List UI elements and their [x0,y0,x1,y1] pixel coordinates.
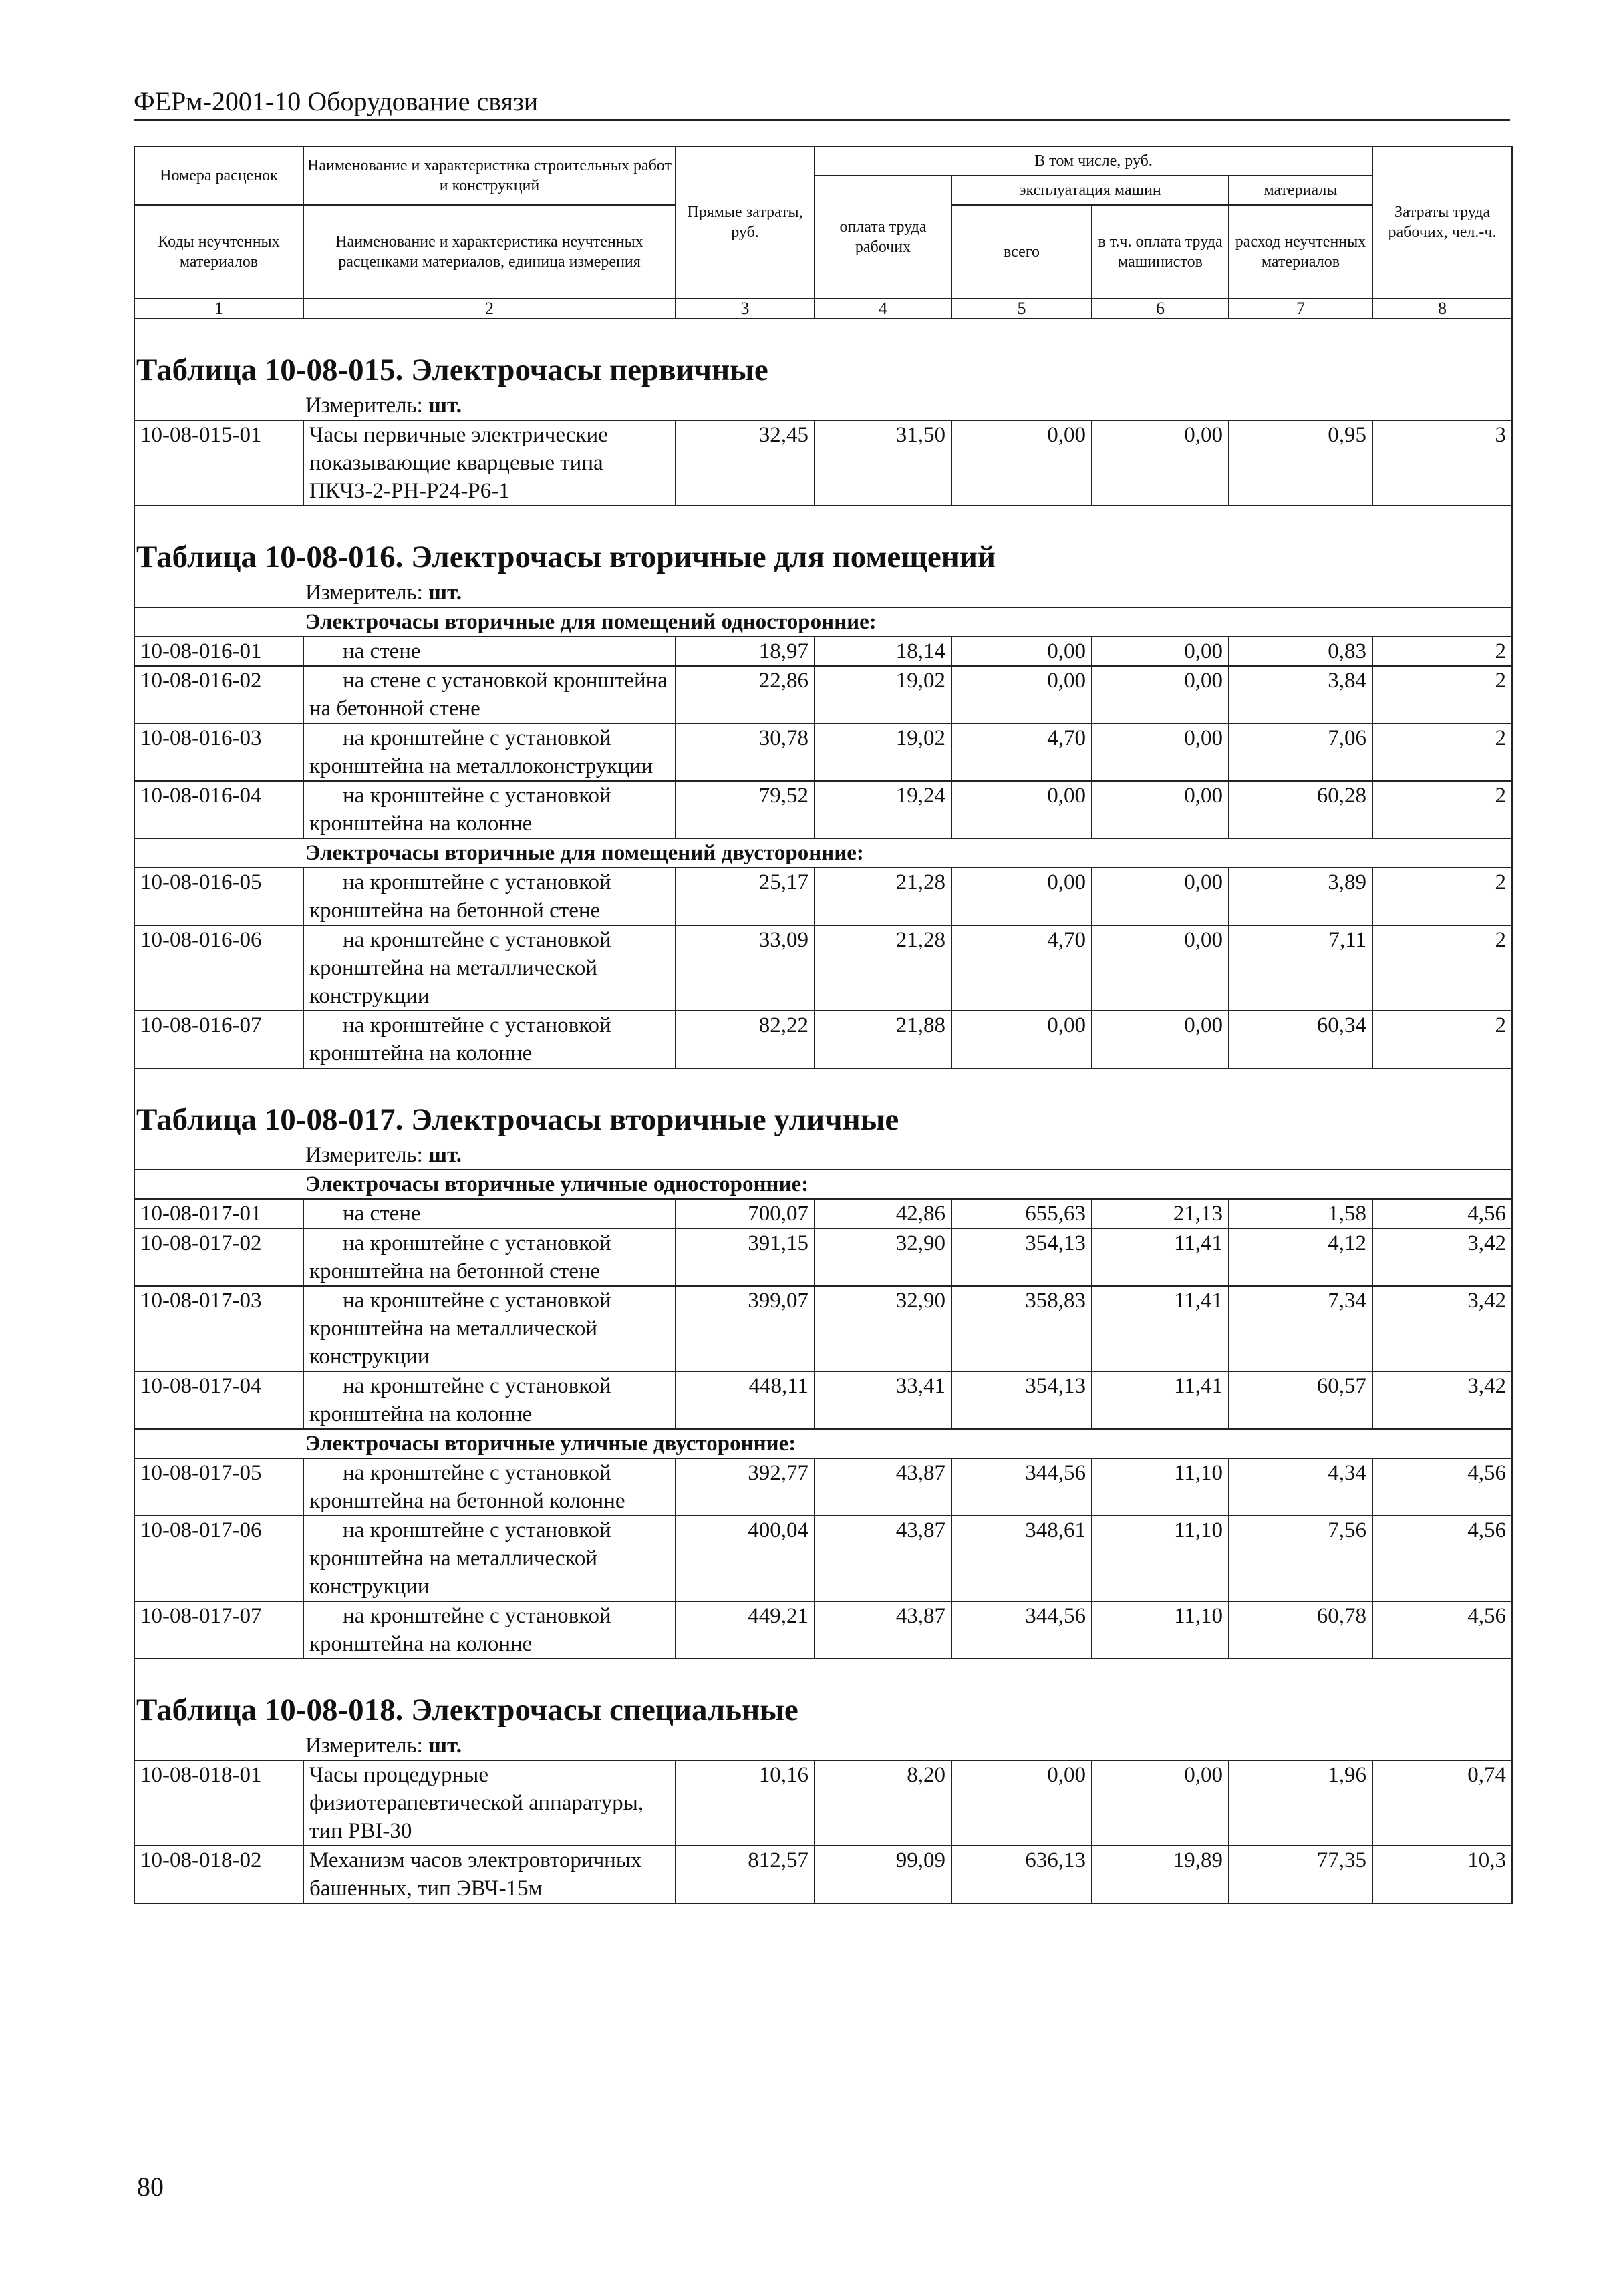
rate-name: на стене [303,637,676,666]
rate-name: на кронштейне с установкой кронштейна на колонне [303,781,676,838]
direct-costs: 33,09 [676,925,815,1011]
subgroup-title: Электрочасы вторичные для помещений односторонние: [134,607,1512,637]
rate-code: 10-08-016-01 [134,637,303,666]
operator-pay: 21,13 [1092,1199,1229,1228]
col-header-machines: эксплуатация машин [951,176,1229,205]
machines-total: 636,13 [951,1846,1092,1903]
page-header: ФЕРм-2001-10 Оборудование связи [134,86,1510,121]
col-header-material-use: расход неучтенных материалов [1229,205,1372,299]
machines-total: 4,70 [951,723,1092,781]
rate-name: на кронштейне с установкой кронштейна на металлической конструкции [303,925,676,1011]
materials: 1,96 [1229,1760,1372,1846]
table-row [134,781,1512,838]
column-number: 7 [1229,299,1372,319]
direct-costs: 22,86 [676,666,815,723]
subgroup-title: Электрочасы вторичные для помещений двусторонние: [134,838,1512,868]
subgroup-row [134,607,1512,637]
table-row [134,925,1512,1011]
rate-code: 10-08-018-02 [134,1846,303,1903]
labor-hours: 4,56 [1372,1601,1512,1659]
machines-total: 0,00 [951,868,1092,925]
machines-total: 348,61 [951,1516,1092,1601]
materials: 7,56 [1229,1516,1372,1601]
operator-pay: 0,00 [1092,781,1229,838]
col-header-name: Наименование и характеристика строительных работ и конструкций [303,146,676,205]
materials: 60,57 [1229,1371,1372,1429]
materials: 7,11 [1229,925,1372,1011]
rate-code: 10-08-017-03 [134,1286,303,1371]
rate-name: на кронштейне с установкой кронштейна на металлоконструкции [303,723,676,781]
table-row [134,1516,1512,1601]
table-title-row [134,1659,1512,1732]
unit-of-measure: Измеритель: шт. [134,391,1512,420]
labor-hours: 3,42 [1372,1286,1512,1371]
direct-costs: 25,17 [676,868,815,925]
column-number: 4 [815,299,951,319]
rate-name: на кронштейне с установкой кронштейна на металлической конструкции [303,1516,676,1601]
machines-total: 344,56 [951,1458,1092,1516]
worker-pay: 19,02 [815,666,951,723]
table-title-row [134,506,1512,579]
subgroup-title: Электрочасы вторичные уличные двусторонние: [134,1429,1512,1458]
direct-costs: 700,07 [676,1199,815,1228]
col-header-labor: Затраты труда рабочих, чел.-ч. [1372,146,1512,299]
worker-pay: 21,88 [815,1011,951,1068]
col-header-including: В том числе, руб. [815,146,1372,176]
table-title-row [134,1068,1512,1141]
operator-pay: 19,89 [1092,1846,1229,1903]
table-row [134,1601,1512,1659]
col-header-operator-pay: в т.ч. оплата труда машинистов [1092,205,1229,299]
rate-name: Механизм часов электровторичных башенных, тип ЭВЧ-15м [303,1846,676,1903]
machines-total: 0,00 [951,1760,1092,1846]
col-header-material-name: Наименование и характеристика неучтенных расценками материалов, единица измерения [303,205,676,299]
direct-costs: 392,77 [676,1458,815,1516]
machines-total: 0,00 [951,666,1092,723]
page-number: 80 [137,2172,164,2202]
direct-costs: 449,21 [676,1601,815,1659]
rate-code: 10-08-016-05 [134,868,303,925]
column-number: 3 [676,299,815,319]
table-row [134,868,1512,925]
table-row [134,1371,1512,1429]
subgroup-row [134,1429,1512,1458]
direct-costs: 18,97 [676,637,815,666]
machines-total: 344,56 [951,1601,1092,1659]
unit-of-measure: Измеритель: шт. [134,579,1512,607]
machines-total: 0,00 [951,781,1092,838]
table-row [134,1228,1512,1286]
operator-pay: 11,41 [1092,1371,1229,1429]
materials: 7,06 [1229,723,1372,781]
column-number: 8 [1372,299,1512,319]
labor-hours: 4,56 [1372,1458,1512,1516]
rate-code: 10-08-016-03 [134,723,303,781]
table-row [134,1011,1512,1068]
labor-hours: 2 [1372,637,1512,666]
worker-pay: 19,02 [815,723,951,781]
column-number: 1 [134,299,303,319]
rate-code: 10-08-017-01 [134,1199,303,1228]
unit-row [134,1732,1512,1760]
table-title: Таблица 10-08-017. Электрочасы вторичные уличные [134,1068,1512,1141]
labor-hours: 4,56 [1372,1516,1512,1601]
worker-pay: 21,28 [815,925,951,1011]
table-row [134,420,1512,506]
rate-code: 10-08-017-06 [134,1516,303,1601]
direct-costs: 448,11 [676,1371,815,1429]
worker-pay: 99,09 [815,1846,951,1903]
rate-name: Часы первичные электрические показывающие кварцевые типа ПКЧЗ-2-РН-Р24-Р6-1 [303,420,676,506]
labor-hours: 2 [1372,666,1512,723]
column-number: 2 [303,299,676,319]
rate-code: 10-08-018-01 [134,1760,303,1846]
operator-pay: 0,00 [1092,420,1229,506]
rate-code: 10-08-016-04 [134,781,303,838]
table-row [134,1286,1512,1371]
operator-pay: 11,41 [1092,1286,1229,1371]
operator-pay: 0,00 [1092,925,1229,1011]
worker-pay: 33,41 [815,1371,951,1429]
table-title: Таблица 10-08-015. Электрочасы первичные [134,319,1512,391]
rate-name: на кронштейне с установкой кронштейна на колонне [303,1011,676,1068]
labor-hours: 2 [1372,781,1512,838]
direct-costs: 79,52 [676,781,815,838]
header-row [134,146,1512,176]
rate-code: 10-08-016-02 [134,666,303,723]
subgroup-row [134,838,1512,868]
direct-costs: 400,04 [676,1516,815,1601]
machines-total: 0,00 [951,1011,1092,1068]
rate-code: 10-08-017-07 [134,1601,303,1659]
table-row [134,1760,1512,1846]
operator-pay: 0,00 [1092,723,1229,781]
materials: 0,95 [1229,420,1372,506]
rate-name: на кронштейне с установкой кронштейна на бетонной стене [303,868,676,925]
table-row [134,1458,1512,1516]
machines-total: 354,13 [951,1228,1092,1286]
rate-name: на стене [303,1199,676,1228]
materials: 4,12 [1229,1228,1372,1286]
materials: 3,89 [1229,868,1372,925]
table-title: Таблица 10-08-018. Электрочасы специальные [134,1659,1512,1732]
direct-costs: 32,45 [676,420,815,506]
labor-hours: 2 [1372,723,1512,781]
machines-total: 0,00 [951,637,1092,666]
direct-costs: 391,15 [676,1228,815,1286]
materials: 3,84 [1229,666,1372,723]
labor-hours: 2 [1372,1011,1512,1068]
col-header-machines-total: всего [951,205,1092,299]
rate-code: 10-08-016-07 [134,1011,303,1068]
operator-pay: 11,10 [1092,1458,1229,1516]
rate-name: Часы процедурные физиотерапевтической аппаратуры, тип РВI-30 [303,1760,676,1846]
operator-pay: 0,00 [1092,637,1229,666]
operator-pay: 0,00 [1092,868,1229,925]
worker-pay: 19,24 [815,781,951,838]
labor-hours: 10,3 [1372,1846,1512,1903]
unit-of-measure: Измеритель: шт. [134,1732,1512,1760]
machines-total: 655,63 [951,1199,1092,1228]
direct-costs: 82,22 [676,1011,815,1068]
operator-pay: 11,10 [1092,1516,1229,1601]
machines-total: 354,13 [951,1371,1092,1429]
operator-pay: 0,00 [1092,1011,1229,1068]
machines-total: 0,00 [951,420,1092,506]
labor-hours: 3,42 [1372,1228,1512,1286]
operator-pay: 0,00 [1092,666,1229,723]
table-row [134,723,1512,781]
unit-row [134,579,1512,607]
col-header-materials: материалы [1229,176,1372,205]
worker-pay: 8,20 [815,1760,951,1846]
table-title-row [134,319,1512,391]
operator-pay: 11,41 [1092,1228,1229,1286]
materials: 77,35 [1229,1846,1372,1903]
rate-name: на кронштейне с установкой кронштейна на бетонной колонне [303,1458,676,1516]
operator-pay: 0,00 [1092,1760,1229,1846]
machines-total: 358,83 [951,1286,1092,1371]
materials: 1,58 [1229,1199,1372,1228]
unit-row [134,391,1512,420]
rate-code: 10-08-017-05 [134,1458,303,1516]
table-row [134,666,1512,723]
materials: 60,34 [1229,1011,1372,1068]
subgroup-title: Электрочасы вторичные уличные односторонние: [134,1170,1512,1199]
worker-pay: 32,90 [815,1286,951,1371]
rates-table [134,146,1513,1904]
rate-name: на стене с установкой кронштейна на бетонной стене [303,666,676,723]
column-number: 6 [1092,299,1229,319]
col-header-direct-costs: Прямые затраты, руб. [676,146,815,299]
subgroup-row [134,1170,1512,1199]
rate-code: 10-08-017-04 [134,1371,303,1429]
worker-pay: 31,50 [815,420,951,506]
rate-code: 10-08-016-06 [134,925,303,1011]
worker-pay: 18,14 [815,637,951,666]
labor-hours: 3 [1372,420,1512,506]
labor-hours: 2 [1372,925,1512,1011]
materials: 4,34 [1229,1458,1372,1516]
table-title: Таблица 10-08-016. Электрочасы вторичные для помещений [134,506,1512,579]
labor-hours: 2 [1372,868,1512,925]
direct-costs: 399,07 [676,1286,815,1371]
table-row [134,1846,1512,1903]
col-header-codes: Номера расценок [134,146,303,205]
worker-pay: 32,90 [815,1228,951,1286]
labor-hours: 4,56 [1372,1199,1512,1228]
rate-code: 10-08-015-01 [134,420,303,506]
materials: 60,28 [1229,781,1372,838]
operator-pay: 11,10 [1092,1601,1229,1659]
rate-name: на кронштейне с установкой кронштейна на колонне [303,1601,676,1659]
direct-costs: 30,78 [676,723,815,781]
worker-pay: 21,28 [815,868,951,925]
col-header-material-codes: Коды неучтенных материалов [134,205,303,299]
column-number-row [134,299,1512,319]
rate-name: на кронштейне с установкой кронштейна на металлической конструкции [303,1286,676,1371]
worker-pay: 43,87 [815,1458,951,1516]
column-number: 5 [951,299,1092,319]
worker-pay: 43,87 [815,1516,951,1601]
materials: 0,83 [1229,637,1372,666]
direct-costs: 10,16 [676,1760,815,1846]
materials: 7,34 [1229,1286,1372,1371]
unit-of-measure: Измеритель: шт. [134,1141,1512,1170]
unit-row [134,1141,1512,1170]
col-header-worker-pay: оплата труда рабочих [815,176,951,299]
direct-costs: 812,57 [676,1846,815,1903]
worker-pay: 43,87 [815,1601,951,1659]
materials: 60,78 [1229,1601,1372,1659]
worker-pay: 42,86 [815,1199,951,1228]
rate-name: на кронштейне с установкой кронштейна на бетонной стене [303,1228,676,1286]
labor-hours: 0,74 [1372,1760,1512,1846]
rate-code: 10-08-017-02 [134,1228,303,1286]
rate-name: на кронштейне с установкой кронштейна на колонне [303,1371,676,1429]
table-row [134,637,1512,666]
labor-hours: 3,42 [1372,1371,1512,1429]
machines-total: 4,70 [951,925,1092,1011]
table-row [134,1199,1512,1228]
